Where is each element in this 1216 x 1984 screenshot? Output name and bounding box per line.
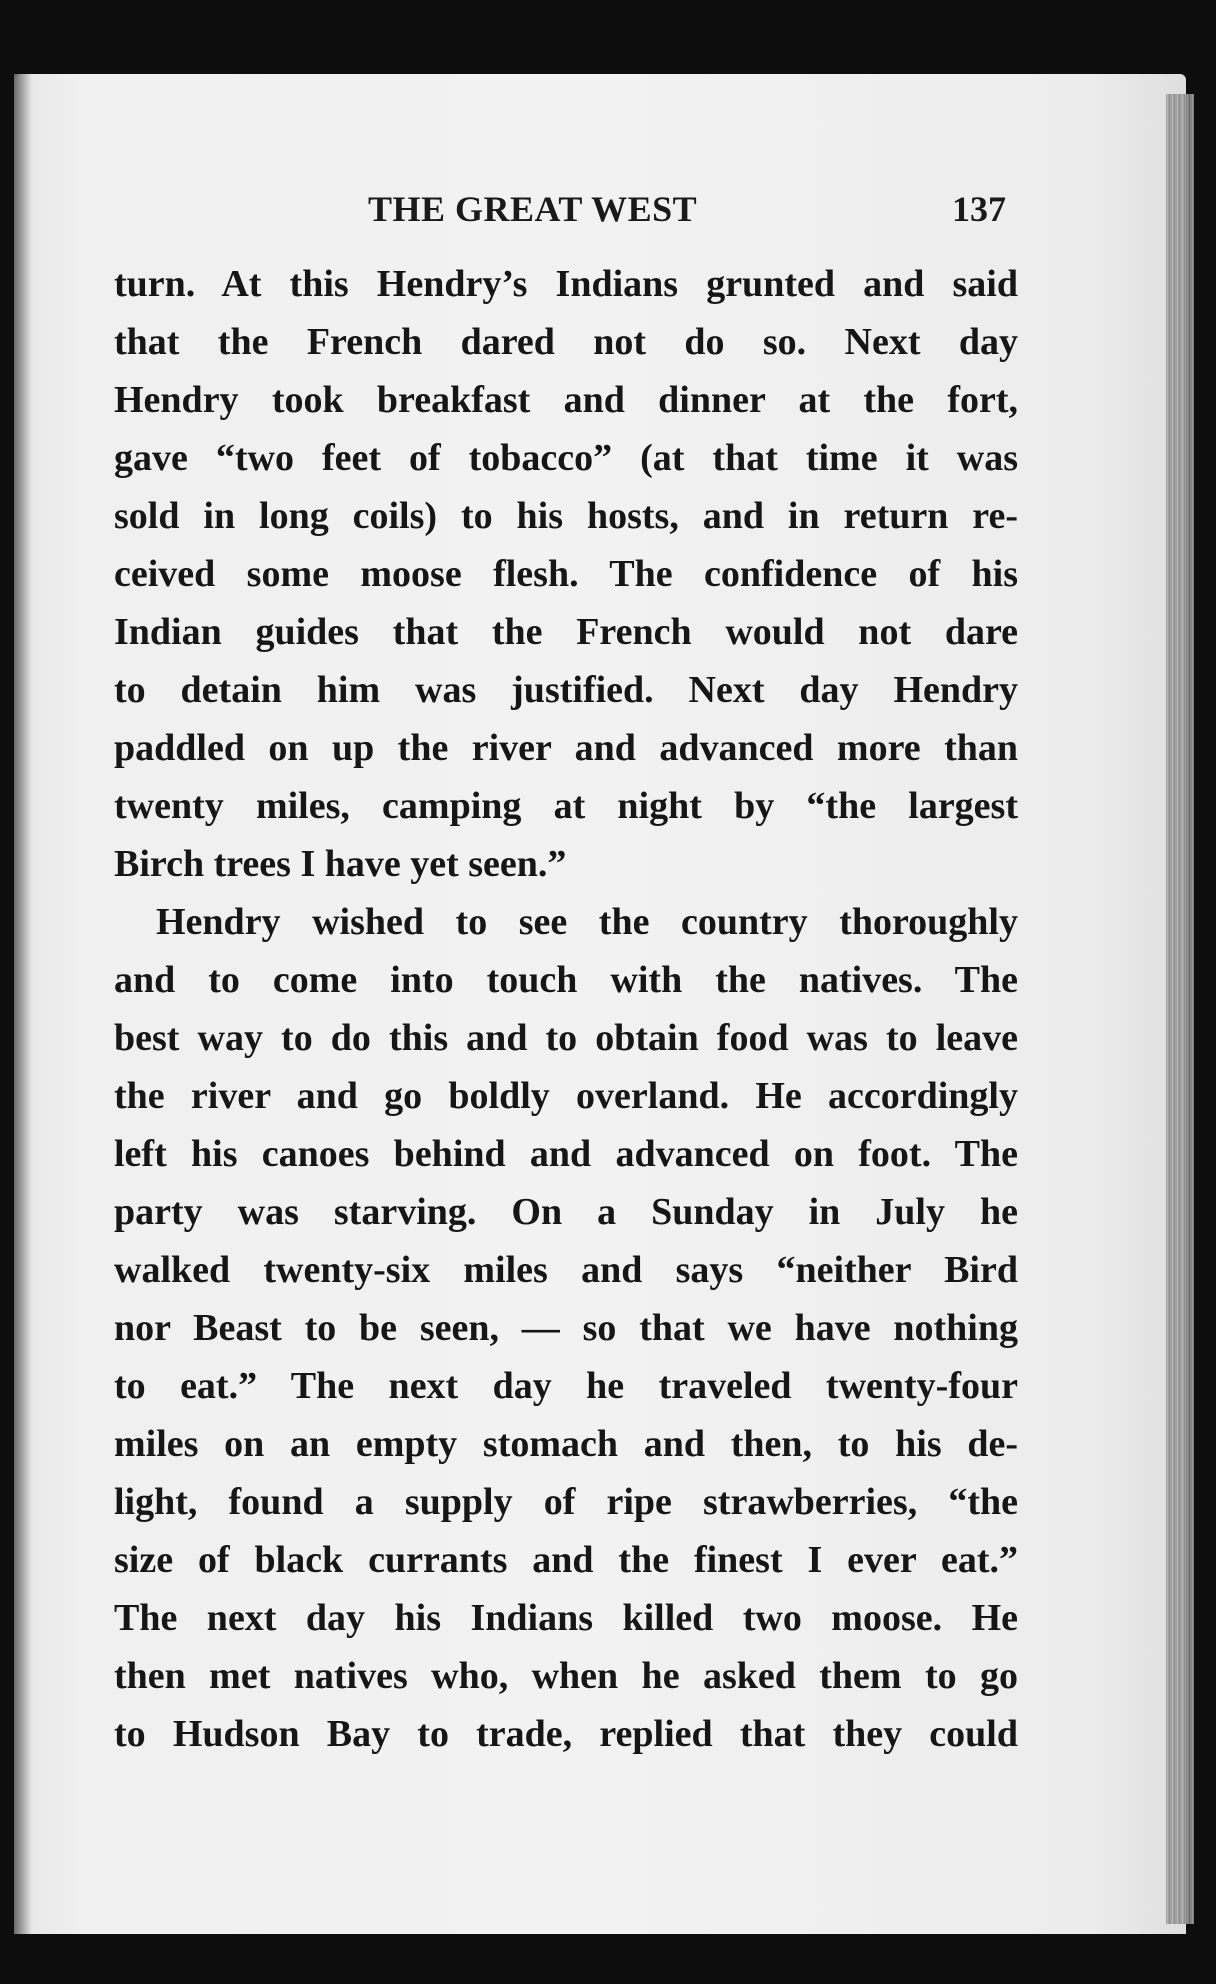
text-line: party was starving. On a Sunday in July he [114,1191,1018,1233]
text-line: best way to do this and to obtain food was to leave [114,1017,1018,1059]
text-line: miles on an empty stomach and then, to his de- [114,1423,1018,1465]
text-line: size of black currants and the finest I ever eat.” [114,1539,1018,1581]
text-line: The next day his Indians killed two moose. He [114,1597,1018,1639]
text-line: walked twenty-six miles and says “neither Bird [114,1249,1018,1291]
page-number: 137 [952,189,1006,229]
body-text [114,255,1018,1763]
text-line: Birch trees I have yet seen.” [114,843,567,885]
text-line: turn. At this Hendry’s Indians grunted and said [114,263,1018,305]
text-line: nor Beast to be seen, — so that we have nothing [114,1307,1018,1349]
page-edges [1166,94,1194,1924]
text-line: left his canoes behind and advanced on foot. The [114,1133,1018,1175]
paragraph-2 [114,893,1018,1763]
text-line: Indian guides that the French would not dare [114,611,1018,653]
paragraph-1 [114,255,1018,893]
running-head: THE GREAT WEST [368,189,698,229]
text-line: ceived some moose flesh. The confidence of his [114,553,1018,595]
text-line: gave “two feet of tobacco” (at that time it was [114,437,1018,479]
text-line: to Hudson Bay to trade, replied that they could [114,1713,1018,1755]
text-line: then met natives who, when he asked them to go [114,1655,1018,1697]
text-line: and to come into touch with the natives. The [114,959,1018,1001]
text-line: twenty miles, camping at night by “the largest [114,785,1018,827]
text-line: to detain him was justified. Next day Hendry [114,669,1018,711]
text-line: Hendry wished to see the country thoroughly [156,901,1018,943]
text-line: the river and go boldly overland. He accordingly [114,1075,1018,1117]
text-line: light, found a supply of ripe strawberries, “the [114,1481,1018,1523]
text-line: that the French dared not do so. Next day [114,321,1018,363]
text-line: Hendry took breakfast and dinner at the fort, [114,379,1018,421]
text-line: sold in long coils) to his hosts, and in return re- [114,495,1018,537]
spine-shadow [14,74,32,1934]
text-line: paddled on up the river and advanced more than [114,727,1018,769]
text-line: to eat.” The next day he traveled twenty-four [114,1365,1018,1407]
